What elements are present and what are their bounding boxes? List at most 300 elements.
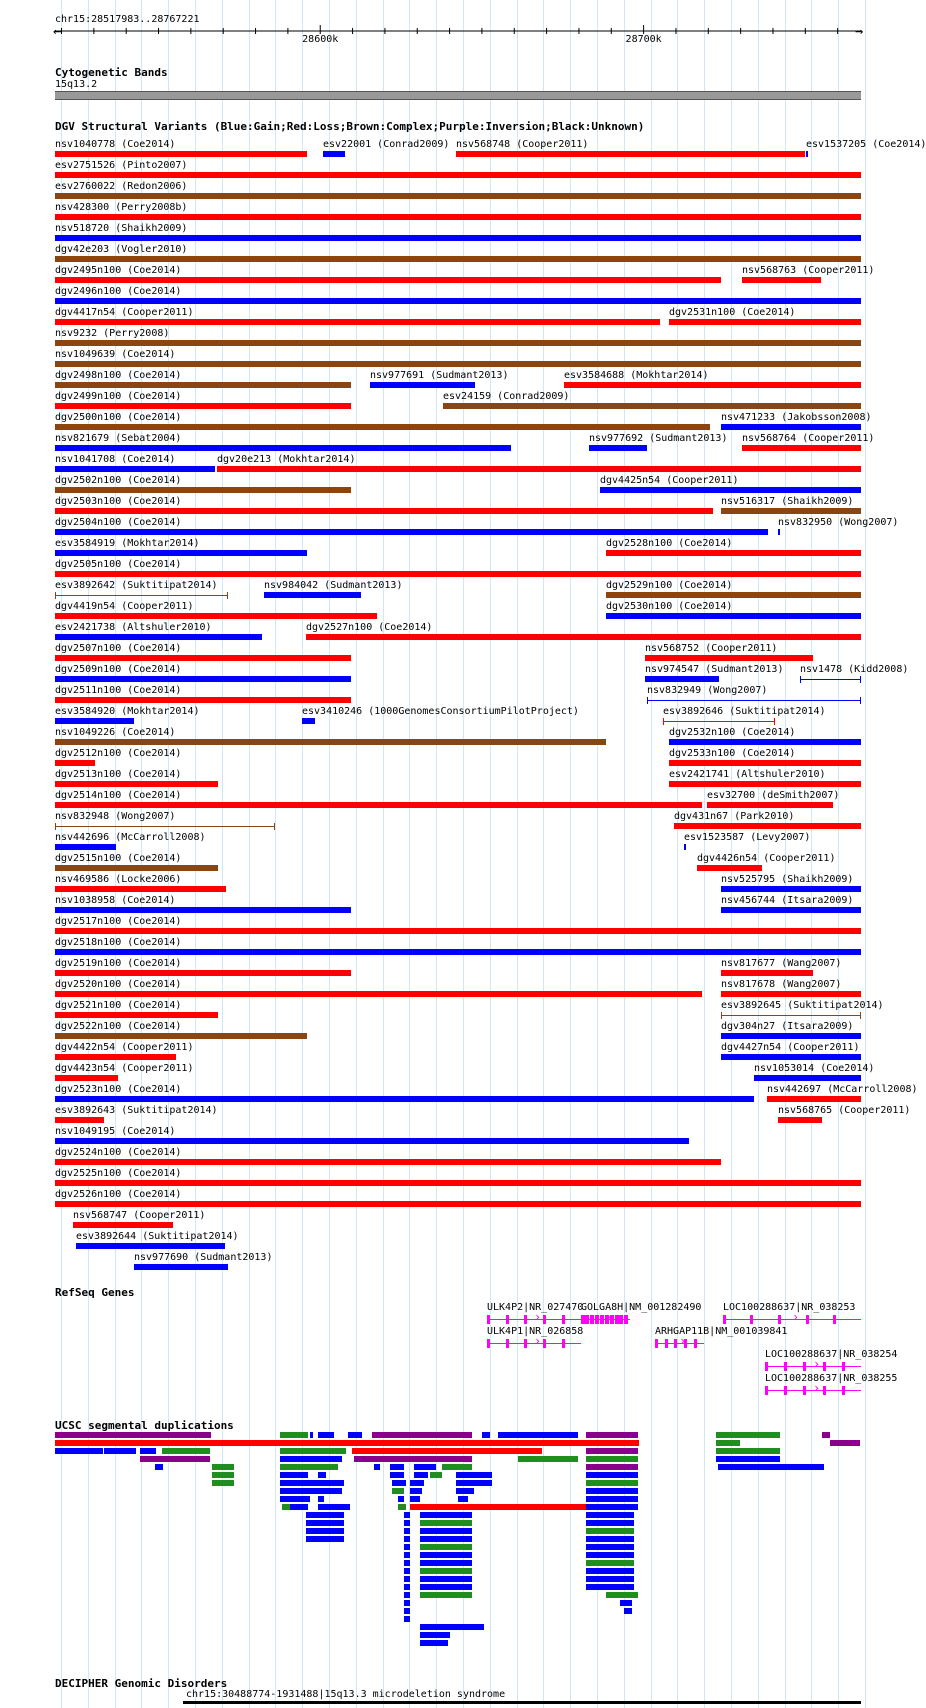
segdup-block[interactable] — [310, 1432, 313, 1438]
dgv-feature-cap — [55, 592, 56, 599]
dgv-feature-label: dgv2525n100 (Coe2014) — [55, 1168, 182, 1179]
dgv-feature-bar[interactable] — [55, 361, 861, 367]
segdup-block[interactable] — [392, 1480, 406, 1486]
segdup-block[interactable] — [716, 1456, 780, 1462]
dgv-feature-bar[interactable] — [55, 256, 861, 262]
dgv-feature-bar[interactable] — [669, 319, 861, 325]
gene-exon — [833, 1315, 836, 1324]
segdup-block[interactable] — [318, 1432, 334, 1438]
segdup-block[interactable] — [420, 1552, 472, 1558]
dgv-feature-bar[interactable] — [721, 1033, 861, 1039]
segdup-block[interactable] — [306, 1536, 344, 1542]
dgv-feature-bar[interactable] — [606, 613, 861, 619]
gene-exon — [778, 1315, 781, 1324]
segdup-block[interactable] — [348, 1432, 362, 1438]
dgv-feature-label: dgv2513n100 (Coe2014) — [55, 769, 182, 780]
segdup-block[interactable] — [404, 1584, 410, 1590]
segdup-block[interactable] — [586, 1520, 634, 1526]
decipher-track-title: DECIPHER Genomic Disorders — [55, 1677, 228, 1690]
dgv-feature-bar[interactable] — [754, 1075, 861, 1081]
dgv-feature-label: dgv2531n100 (Coe2014) — [669, 307, 796, 318]
dgv-feature-bar[interactable] — [669, 781, 861, 787]
segdup-block[interactable] — [718, 1464, 824, 1470]
dgv-feature-bar[interactable] — [721, 991, 861, 997]
segdup-block[interactable] — [404, 1552, 410, 1558]
dgv-feature-bar[interactable] — [742, 277, 821, 283]
dgv-feature-bar[interactable] — [55, 340, 861, 346]
dgv-feature-bar[interactable] — [55, 991, 702, 997]
segdup-block[interactable] — [624, 1608, 632, 1614]
segdup-block[interactable] — [282, 1504, 290, 1510]
dgv-feature-bar[interactable] — [55, 193, 861, 199]
segdup-block[interactable] — [306, 1512, 344, 1518]
dgv-feature-label: nsv1040778 (Coe2014) — [55, 139, 176, 150]
segdup-block[interactable] — [354, 1456, 472, 1462]
dgv-feature-label: esv1523587 (Levy2007) — [684, 832, 811, 843]
segdup-block[interactable] — [306, 1520, 344, 1526]
segdup-block[interactable] — [586, 1544, 634, 1550]
scroll-left-icon[interactable]: ← — [53, 27, 62, 38]
segdup-block[interactable] — [586, 1432, 638, 1438]
segdup-block[interactable] — [372, 1432, 472, 1438]
segdup-block[interactable] — [586, 1456, 638, 1462]
segdup-block[interactable] — [586, 1552, 634, 1558]
dgv-feature-bar[interactable] — [721, 886, 861, 892]
segdup-block[interactable] — [420, 1592, 472, 1598]
segdup-block[interactable] — [420, 1568, 472, 1574]
dgv-feature-bar[interactable] — [55, 949, 861, 955]
dgv-feature-bar[interactable] — [742, 445, 861, 451]
dgv-feature-bar[interactable] — [645, 655, 813, 661]
dgv-feature-bar[interactable] — [55, 595, 228, 596]
segdup-block[interactable] — [586, 1472, 638, 1478]
dgv-feature-bar[interactable] — [684, 844, 686, 850]
segdup-block[interactable] — [212, 1480, 234, 1486]
gene-exon — [619, 1315, 623, 1324]
gene-strand-arrow-icon: › — [534, 1310, 542, 1324]
dgv-feature-label: nsv1053014 (Coe2014) — [754, 1063, 875, 1074]
segdup-block[interactable] — [320, 1480, 344, 1486]
dgv-feature-bar[interactable] — [606, 592, 861, 598]
segdup-block[interactable] — [420, 1576, 472, 1582]
dgv-feature-bar[interactable] — [55, 1159, 721, 1165]
segdup-block[interactable] — [404, 1616, 410, 1622]
dgv-feature-label: dgv2524n100 (Coe2014) — [55, 1147, 182, 1158]
dgv-feature-bar[interactable] — [55, 319, 660, 325]
segdup-block[interactable] — [398, 1496, 404, 1502]
dgv-feature-label: esv3584920 (Mokhtar2014) — [55, 706, 200, 717]
dgv-feature-label: dgv2512n100 (Coe2014) — [55, 748, 182, 759]
dgv-feature-label: esv24159 (Conrad2009) — [443, 391, 570, 402]
segdup-block[interactable] — [280, 1496, 310, 1502]
segdup-block[interactable] — [212, 1472, 234, 1478]
segdup-block[interactable] — [420, 1632, 450, 1638]
segdup-block[interactable] — [586, 1512, 634, 1518]
segdup-block[interactable] — [456, 1480, 492, 1486]
scroll-right-icon[interactable]: → — [855, 27, 864, 38]
segdup-block[interactable] — [280, 1432, 308, 1438]
gene-exon — [524, 1315, 527, 1324]
dgv-feature-bar[interactable] — [76, 1243, 225, 1249]
segdup-block[interactable] — [586, 1576, 634, 1582]
dgv-feature-label: dgv2514n100 (Coe2014) — [55, 790, 182, 801]
dgv-feature-bar[interactable] — [55, 508, 713, 514]
dgv-feature-bar[interactable] — [778, 529, 780, 535]
dgv-feature-bar[interactable] — [55, 571, 861, 577]
segdup-block[interactable] — [404, 1608, 410, 1614]
dgv-feature-label: esv3892644 (Suktitipat2014) — [76, 1231, 239, 1242]
gene-strand-arrow-icon: › — [679, 1334, 687, 1348]
segdup-block[interactable] — [716, 1440, 740, 1446]
dgv-feature-bar[interactable] — [606, 550, 861, 556]
dgv-feature-label: esv2421741 (Altshuler2010) — [669, 769, 826, 780]
segdup-block[interactable] — [420, 1584, 472, 1590]
segdup-block[interactable] — [586, 1464, 638, 1470]
dgv-feature-bar[interactable] — [767, 1096, 861, 1102]
segdup-block[interactable] — [404, 1560, 410, 1566]
dgv-feature-label: esv2421738 (Altshuler2010) — [55, 622, 212, 633]
segdup-block[interactable] — [352, 1448, 542, 1454]
dgv-feature-label: dgv4417n54 (Cooper2011) — [55, 307, 194, 318]
dgv-feature-bar[interactable] — [55, 1117, 104, 1123]
dgv-feature-bar[interactable] — [669, 739, 861, 745]
dgv-feature-bar[interactable] — [55, 1033, 307, 1039]
dgv-feature-label: nsv977692 (Sudmant2013) — [589, 433, 728, 444]
segdup-block[interactable] — [326, 1504, 350, 1510]
gene-exon — [595, 1315, 599, 1324]
gene-exon — [487, 1315, 490, 1324]
dgv-feature-label: nsv428300 (Perry2008b) — [55, 202, 188, 213]
dgv-feature-cap — [55, 823, 56, 830]
dgv-feature-bar[interactable] — [55, 466, 215, 472]
segdup-block[interactable] — [456, 1488, 474, 1494]
dgv-feature-bar[interactable] — [55, 529, 768, 535]
gene-exon — [694, 1339, 697, 1348]
segdup-block[interactable] — [414, 1472, 428, 1478]
segdup-block[interactable] — [162, 1448, 210, 1454]
segdup-block[interactable] — [404, 1528, 410, 1534]
segdup-block[interactable] — [822, 1432, 830, 1438]
segdup-block[interactable] — [306, 1528, 344, 1534]
segdup-block[interactable] — [458, 1496, 468, 1502]
segdup-block[interactable] — [410, 1480, 424, 1486]
gene-exon — [823, 1386, 826, 1395]
dgv-feature-bar[interactable] — [55, 739, 606, 745]
segdup-block[interactable] — [55, 1440, 639, 1446]
dgv-feature-label: dgv4422n54 (Cooper2011) — [55, 1042, 194, 1053]
segdup-block[interactable] — [420, 1544, 472, 1550]
gene-exon — [806, 1315, 809, 1324]
dgv-feature-bar[interactable] — [55, 676, 351, 682]
decipher-feature-bar[interactable] — [183, 1701, 861, 1704]
dgv-feature-label: dgv2533n100 (Coe2014) — [669, 748, 796, 759]
dgv-feature-label: dgv431n67 (Park2010) — [674, 811, 795, 822]
dgv-feature-bar[interactable] — [806, 151, 808, 157]
dgv-feature-bar[interactable] — [55, 760, 95, 766]
dgv-feature-bar[interactable] — [55, 886, 226, 892]
dgv-feature-bar[interactable] — [55, 382, 351, 388]
segdup-block[interactable] — [404, 1544, 410, 1550]
dgv-feature-bar[interactable] — [55, 655, 351, 661]
segdup-block[interactable] — [318, 1504, 326, 1510]
dgv-feature-bar[interactable] — [697, 865, 762, 871]
grid-line — [865, 0, 866, 1708]
gene-label: ARHGAP11B|NM_001039841 — [655, 1326, 788, 1337]
dgv-feature-bar[interactable] — [55, 487, 351, 493]
segdup-block[interactable] — [586, 1480, 638, 1486]
dgv-feature-bar[interactable] — [55, 613, 377, 619]
dgv-feature-bar[interactable] — [55, 865, 218, 871]
dgv-feature-label: dgv2515n100 (Coe2014) — [55, 853, 182, 864]
segdup-block[interactable] — [414, 1464, 436, 1470]
dgv-feature-bar[interactable] — [669, 760, 861, 766]
decipher-feature-label: chr15:30488774-1931488|15q13.3 microdeletion syndrome — [186, 1689, 506, 1700]
dgv-feature-bar[interactable] — [55, 172, 861, 178]
gene-exon — [506, 1339, 509, 1348]
dgv-feature-bar[interactable] — [456, 151, 805, 157]
dgv-feature-cap — [721, 1012, 722, 1019]
gene-exon — [765, 1362, 768, 1371]
segdup-block[interactable] — [586, 1496, 638, 1502]
dgv-feature-bar[interactable] — [55, 1180, 861, 1186]
segdup-block[interactable] — [420, 1640, 448, 1646]
dgv-feature-label: dgv2528n100 (Coe2014) — [606, 538, 733, 549]
segdup-block[interactable] — [410, 1488, 422, 1494]
dgv-feature-bar[interactable] — [55, 802, 702, 808]
dgv-feature-bar[interactable] — [55, 781, 218, 787]
gene-exon — [524, 1339, 527, 1348]
dgv-feature-label: esv32700 (deSmith2007) — [707, 790, 840, 801]
dgv-feature-label: esv22001 (Conrad2009) — [323, 139, 450, 150]
segdup-block[interactable] — [456, 1472, 492, 1478]
dgv-feature-bar[interactable] — [55, 1054, 176, 1060]
segdup-block[interactable] — [318, 1472, 326, 1478]
segdup-block[interactable] — [404, 1592, 410, 1598]
dgv-feature-label: dgv2530n100 (Coe2014) — [606, 601, 733, 612]
segdup-block[interactable] — [830, 1440, 860, 1446]
gene-strand-arrow-icon: › — [534, 1334, 542, 1348]
segdup-block[interactable] — [482, 1432, 490, 1438]
dgv-feature-label: dgv2505n100 (Coe2014) — [55, 559, 182, 570]
segdup-block[interactable] — [442, 1464, 472, 1470]
dgv-feature-bar[interactable] — [707, 802, 833, 808]
dgv-feature-bar[interactable] — [55, 151, 307, 157]
dgv-feature-label: nsv525795 (Shaikh2009) — [721, 874, 854, 885]
dgv-feature-bar[interactable] — [564, 382, 861, 388]
dgv-feature-label: nsv568752 (Cooper2011) — [645, 643, 778, 654]
dgv-feature-label: nsv974547 (Sudmant2013) — [645, 664, 784, 675]
segdup-block[interactable] — [586, 1568, 634, 1574]
segdup-block[interactable] — [280, 1456, 342, 1462]
dgv-feature-bar[interactable] — [443, 403, 861, 409]
dgv-feature-bar[interactable] — [55, 1075, 118, 1081]
dgv-feature-bar[interactable] — [217, 466, 861, 472]
segdup-block[interactable] — [390, 1472, 404, 1478]
dgv-feature-bar[interactable] — [55, 235, 861, 241]
dgv-feature-bar[interactable] — [264, 592, 361, 598]
segdup-block[interactable] — [280, 1472, 308, 1478]
segdup-block[interactable] — [410, 1496, 420, 1502]
segdup-block[interactable] — [404, 1520, 410, 1526]
dgv-feature-label: nsv821679 (Sebat2004) — [55, 433, 182, 444]
dgv-feature-label: esv3892643 (Suktitipat2014) — [55, 1105, 218, 1116]
gene-label: LOC100288637|NR_038253 — [723, 1302, 856, 1313]
dgv-feature-label: nsv832948 (Wong2007) — [55, 811, 176, 822]
segdup-block[interactable] — [620, 1600, 632, 1606]
dgv-feature-label: esv3584919 (Mokhtar2014) — [55, 538, 200, 549]
segdup-block[interactable] — [404, 1536, 410, 1542]
segdup-block[interactable] — [55, 1448, 103, 1454]
segdup-block[interactable] — [420, 1512, 472, 1518]
segdup-block[interactable] — [404, 1568, 410, 1574]
segdup-block[interactable] — [212, 1464, 234, 1470]
dgv-feature-cap — [274, 823, 275, 830]
segdup-block[interactable] — [140, 1448, 156, 1454]
segdup-block[interactable] — [404, 1600, 410, 1606]
dgv-feature-label: nsv442696 (McCarroll2008) — [55, 832, 206, 843]
dgv-feature-label: dgv42e203 (Vogler2010) — [55, 244, 188, 255]
dgv-feature-bar[interactable] — [589, 445, 647, 451]
dgv-feature-label: esv3892642 (Suktitipat2014) — [55, 580, 218, 591]
dgv-feature-bar[interactable] — [721, 424, 861, 430]
segdup-block[interactable] — [586, 1528, 634, 1534]
dgv-feature-label: nsv1041708 (Coe2014) — [55, 454, 176, 465]
gene-exon — [784, 1386, 787, 1395]
dgv-feature-bar[interactable] — [721, 508, 861, 514]
dgv-feature-label: dgv2509n100 (Coe2014) — [55, 664, 182, 675]
gene-exon — [590, 1315, 594, 1324]
dgv-feature-label: nsv984042 (Sudmant2013) — [264, 580, 403, 591]
dgv-feature-bar[interactable] — [55, 826, 275, 827]
dgv-feature-bar[interactable] — [302, 718, 315, 724]
segdup-block[interactable] — [498, 1432, 578, 1438]
dgv-feature-label: dgv2532n100 (Coe2014) — [669, 727, 796, 738]
segdup-block[interactable] — [716, 1432, 780, 1438]
segdup-block[interactable] — [322, 1488, 342, 1494]
dgv-feature-bar[interactable] — [721, 907, 861, 913]
segdup-block[interactable] — [420, 1560, 472, 1566]
dgv-feature-bar[interactable] — [55, 298, 861, 304]
segdup-track-title: UCSC segmental duplications — [55, 1419, 234, 1432]
dgv-feature-label: esv3892645 (Suktitipat2014) — [721, 1000, 884, 1011]
segdup-block[interactable] — [280, 1448, 346, 1454]
ruler-axis — [0, 22, 890, 52]
dgv-feature-bar[interactable] — [778, 1117, 822, 1123]
dgv-feature-bar[interactable] — [55, 634, 262, 640]
dgv-feature-bar[interactable] — [370, 382, 475, 388]
dgv-feature-label: nsv518720 (Shaikh2009) — [55, 223, 188, 234]
gene-exon — [655, 1339, 658, 1348]
dgv-feature-label: dgv2527n100 (Coe2014) — [306, 622, 433, 633]
segdup-block[interactable] — [586, 1536, 634, 1542]
dgv-feature-bar[interactable] — [55, 1096, 754, 1102]
segdup-block[interactable] — [586, 1488, 638, 1494]
dgv-feature-bar[interactable] — [55, 403, 351, 409]
dgv-feature-bar[interactable] — [600, 487, 861, 493]
segdup-block[interactable] — [404, 1512, 410, 1518]
segdup-block[interactable] — [586, 1448, 638, 1454]
segdup-block[interactable] — [398, 1504, 406, 1510]
dgv-feature-bar[interactable] — [721, 1015, 861, 1016]
gene-exon — [723, 1315, 726, 1324]
dgv-feature-bar[interactable] — [55, 697, 351, 703]
segdup-block[interactable] — [392, 1488, 404, 1494]
segdup-block[interactable] — [420, 1536, 472, 1542]
segdup-block[interactable] — [280, 1464, 338, 1470]
segdup-block[interactable] — [290, 1504, 308, 1510]
dgv-feature-bar[interactable] — [55, 1138, 689, 1144]
segdup-block[interactable] — [155, 1464, 163, 1470]
dgv-feature-bar[interactable] — [134, 1264, 228, 1270]
segdup-block[interactable] — [430, 1472, 442, 1478]
segdup-block[interactable] — [55, 1432, 211, 1438]
dgv-feature-bar[interactable] — [55, 844, 116, 850]
gene-label: GOLGA8H|NM_001282490 — [581, 1302, 702, 1313]
segdup-block[interactable] — [716, 1448, 780, 1454]
dgv-feature-bar[interactable] — [55, 1201, 861, 1207]
dgv-feature-bar[interactable] — [55, 445, 511, 451]
segdup-block[interactable] — [318, 1496, 324, 1502]
dgv-feature-bar[interactable] — [55, 1012, 218, 1018]
ruler-tick-label: 28600k — [302, 34, 339, 45]
segdup-block[interactable] — [140, 1456, 210, 1462]
segdup-block[interactable] — [420, 1520, 472, 1526]
segdup-block[interactable] — [586, 1584, 634, 1590]
dgv-feature-label: esv3892646 (Suktitipat2014) — [663, 706, 826, 717]
dgv-feature-bar[interactable] — [55, 424, 710, 430]
segdup-block[interactable] — [606, 1592, 638, 1598]
dgv-feature-bar[interactable] — [55, 970, 351, 976]
segdup-block[interactable] — [586, 1504, 638, 1510]
gene-strand-arrow-icon: › — [792, 1310, 800, 1324]
dgv-feature-bar[interactable] — [306, 634, 861, 640]
dgv-feature-bar[interactable] — [800, 679, 861, 680]
dgv-feature-bar[interactable] — [645, 676, 719, 682]
dgv-feature-label: dgv2517n100 (Coe2014) — [55, 916, 182, 927]
segdup-block[interactable] — [420, 1624, 484, 1630]
segdup-block[interactable] — [374, 1464, 380, 1470]
cytoband-bar[interactable] — [55, 91, 861, 100]
dgv-feature-bar[interactable] — [55, 214, 861, 220]
dgv-feature-bar[interactable] — [663, 721, 775, 722]
dgv-feature-bar[interactable] — [721, 1054, 861, 1060]
dgv-feature-bar[interactable] — [55, 550, 307, 556]
dgv-feature-bar[interactable] — [647, 700, 861, 701]
dgv-feature-bar[interactable] — [55, 928, 861, 934]
segdup-block[interactable] — [518, 1456, 578, 1462]
segdup-block[interactable] — [420, 1528, 472, 1534]
segdup-block[interactable] — [404, 1576, 410, 1582]
segdup-block[interactable] — [104, 1448, 136, 1454]
dgv-feature-bar[interactable] — [73, 1222, 173, 1228]
dgv-feature-bar[interactable] — [55, 277, 721, 283]
dgv-feature-label: dgv2521n100 (Coe2014) — [55, 1000, 182, 1011]
dgv-feature-cap — [663, 718, 664, 725]
dgv-feature-label: dgv2503n100 (Coe2014) — [55, 496, 182, 507]
dgv-feature-label: dgv4419n54 (Cooper2011) — [55, 601, 194, 612]
dgv-feature-cap — [800, 676, 801, 683]
gene-exon — [765, 1386, 768, 1395]
gene-exon — [487, 1339, 490, 1348]
segdup-block[interactable] — [586, 1560, 634, 1566]
dgv-feature-bar[interactable] — [721, 970, 813, 976]
segdup-block[interactable] — [390, 1464, 404, 1470]
dgv-feature-bar[interactable] — [55, 907, 351, 913]
dgv-feature-bar[interactable] — [674, 823, 861, 829]
dgv-feature-label: nsv832950 (Wong2007) — [778, 517, 899, 528]
dgv-feature-bar[interactable] — [55, 718, 134, 724]
dgv-feature-bar[interactable] — [323, 151, 345, 157]
